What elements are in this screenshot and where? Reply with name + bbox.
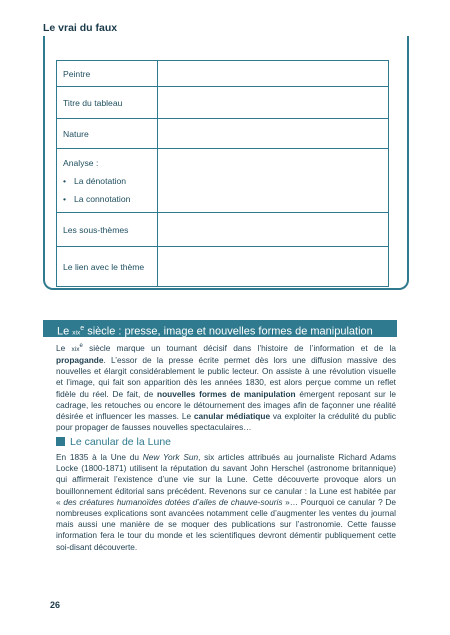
row-label-nature: Nature <box>57 119 158 149</box>
table-row <box>57 61 389 87</box>
row-label-peintre: Peintre <box>57 61 158 87</box>
intro-paragraph: Le xix$^e$ siècle marque un tournant décisif dans l’histoire de l’information et de la propagande. L’essor de la presse écrite permet dès lors une diffusion massive des nouvelles et élargit considérablement le public lecteur. On assiste à une révolution visuelle et l’image, qui fait son apparition dès les années 1830, est alors perçue comme un reflet fidèle du réel. De fait, de nouvelles formes de manipulation émergent reposant sur le cadrage, les retouches ou encore le détournement des images afin de façonner une réalité désirée et influencer les masses. Le canular médiatique va exploiter la crédulité du public pour propager de fausses nouvelles spectaculaires… <box>56 342 396 433</box>
analyse-heading: Analyse : <box>63 157 99 168</box>
answer-cell[interactable] <box>158 213 389 247</box>
subsection-title: Le canular de la Lune <box>56 436 171 448</box>
list-item: • La connotation <box>63 194 151 204</box>
table-row <box>57 213 389 247</box>
table-row <box>57 247 389 287</box>
answer-cell[interactable] <box>158 247 389 287</box>
answer-cell[interactable] <box>158 119 389 149</box>
row-label-sous-themes: Les sous-thèmes <box>57 213 158 247</box>
running-title: Le vrai du faux <box>43 22 118 34</box>
table-row <box>57 87 389 119</box>
row-label-lien: Le lien avec le thème <box>57 247 158 287</box>
analysis-table <box>56 60 389 287</box>
list-item: • La dénotation <box>63 176 151 186</box>
table-row <box>57 119 389 149</box>
section-title: Le xix$^e$ siècle : presse, image et nouvelles formes de manipulation <box>43 320 397 337</box>
row-label-analyse <box>57 149 158 213</box>
page-number: 26 <box>50 600 61 610</box>
row-label-titre: Titre du tableau <box>57 87 158 119</box>
table-row <box>57 149 389 213</box>
square-bullet-icon <box>56 437 65 446</box>
analyse-list <box>63 176 151 204</box>
body-paragraph: En 1835 à la Une du New York Sun, six articles attribués au journaliste Richard Adams Locke (1800-1871) utilisent la réputation du savant John Herschel (astronome britannique) qui affirmerait l’existence d’une vie sur la Lune. Cette découverte provoque alors un bouillonnement éditorial sans précédent. Revenons sur ce canular : la Lune est habitée par « des créatures humanoïdes dotées d’ailes de chauve-souris »… Pourquoi ce canular ? De nombreuses explications sont avancées notamment celle d’augmenter les ventes du journal mais aussi une manière de se moquer des publications sur l’astronomie. Cette fausse information fera le tour du monde et les scientifiques devront démentir publiquement cette soi-disant découverte. <box>56 452 397 552</box>
answer-cell[interactable] <box>158 149 389 213</box>
answer-cell[interactable] <box>158 61 389 87</box>
answer-cell[interactable] <box>158 87 389 119</box>
